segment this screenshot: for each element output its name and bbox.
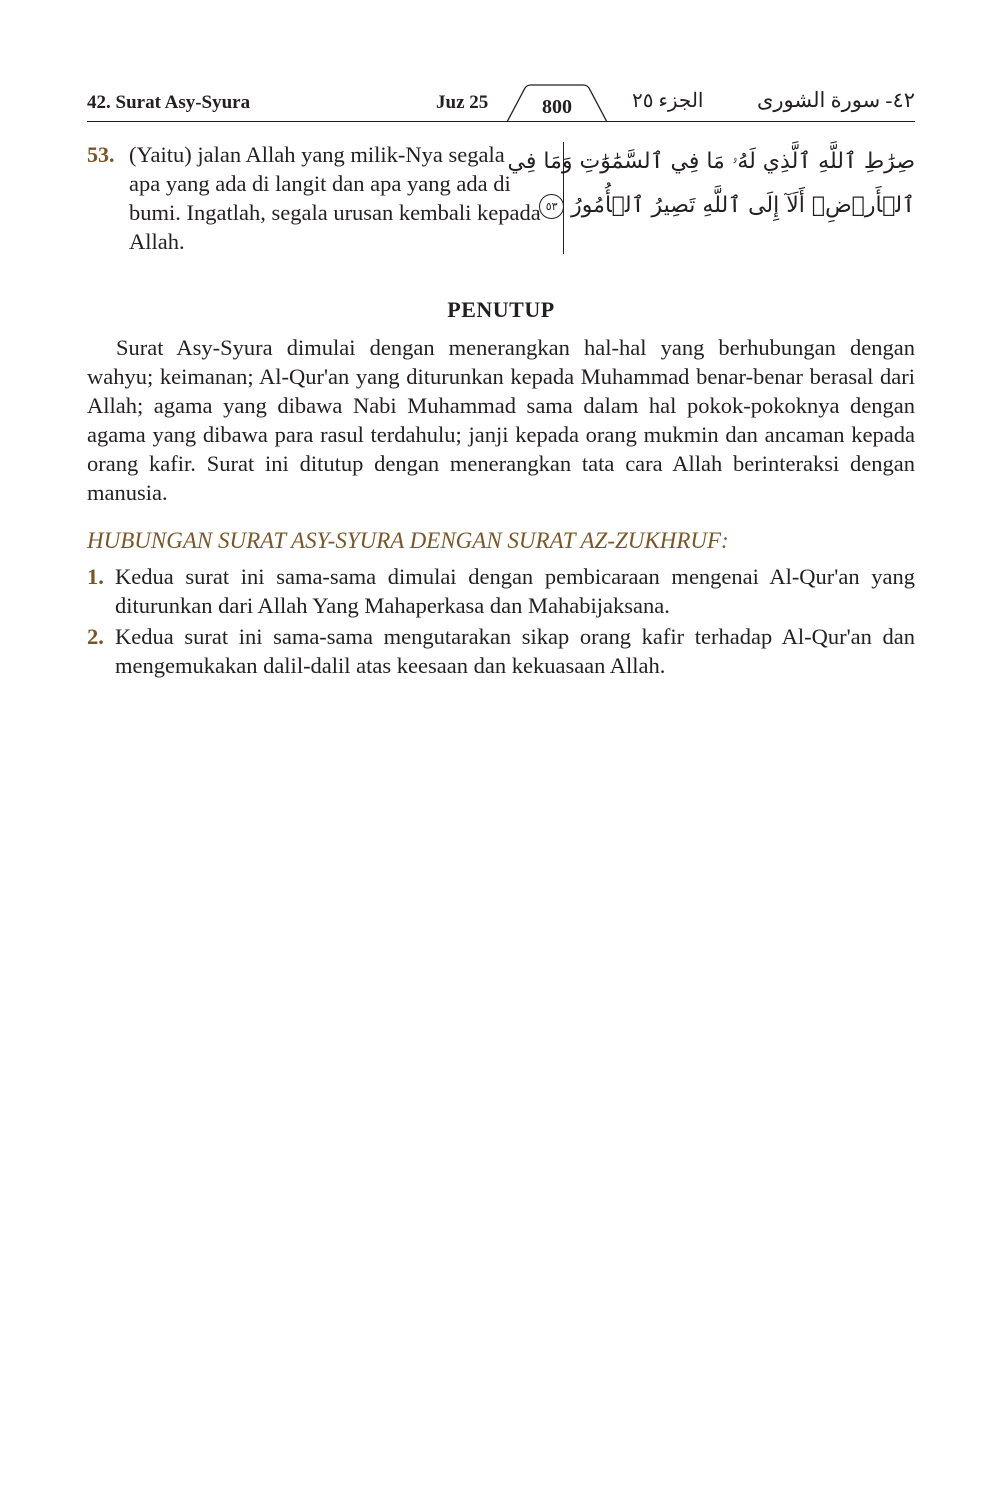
list-item-text: Kedua surat ini sama-sama dimulai dengan pembicaraan mengenai Al-Qur'an yang diturunkan dari Allah Yang Mahaperkasa dan Mahabijaksana. bbox=[115, 564, 915, 618]
verse-block bbox=[87, 140, 915, 256]
list-item bbox=[87, 622, 915, 680]
header-juz: Juz 25 bbox=[436, 92, 489, 113]
running-header bbox=[87, 84, 915, 124]
arabic-line-2-text: ٱلۡأَرۡضِۗ أَلَآ إِلَى ٱللَّهِ تَصِيرُ ٱلۡأُمُورُ bbox=[571, 193, 915, 218]
arabic-line-2 bbox=[545, 184, 915, 228]
closing-title: PENUTUP bbox=[447, 297, 555, 322]
relation-heading: HUBUNGAN SURAT ASY-SYURA DENGAN SURAT AZ-ZUKHRUF: bbox=[87, 528, 729, 553]
relation-list bbox=[87, 562, 915, 682]
header-juz-arabic: الجزء ٢٥ bbox=[632, 90, 704, 112]
header-surah-title: 42. Surat Asy-Syura bbox=[87, 92, 251, 113]
page bbox=[87, 0, 915, 1499]
list-item-number: 1. bbox=[87, 564, 104, 589]
ayah-marker: ٥٣ bbox=[539, 194, 564, 219]
arabic-line-1: صِرَٰطِ ٱللَّهِ ٱلَّذِي لَهُۥ مَا فِي ٱلسَّمَٰوَٰتِ وَمَا فِي bbox=[507, 149, 915, 174]
page-number: 800 bbox=[542, 96, 572, 118]
list-item bbox=[87, 562, 915, 620]
closing-paragraph: Surat Asy-Syura dimulai dengan menerangkan hal-hal yang berhubungan dengan wahyu; keimanan; Al-Qur'an yang diturunkan kepada Muhammad benar-benar berasal dari Allah; agama yang dibawa Nabi Muhammad sama dalam hal pokok-pokoknya dengan agama yang dibawa para rasul terdahulu; janji kepada orang mukmin dan ancaman kepada orang kafir. Surat ini ditutup dengan menerangkan tata cara Allah berinteraksi dengan manusia. bbox=[87, 335, 915, 505]
verse-number: 53. bbox=[87, 142, 115, 167]
verse-translation: (Yaitu) jalan Allah yang milik-Nya segala apa yang ada di langit dan apa yang ada di bumi. Ingatlah, segala urusan kembali kepada Allah. bbox=[129, 142, 541, 254]
header-rule bbox=[87, 121, 915, 122]
header-surah-arabic: ٤٢- سورة الشورى bbox=[756, 88, 915, 112]
verse-arabic bbox=[507, 140, 915, 228]
list-item-text: Kedua surat ini sama-sama mengutarakan sikap orang kafir terhadap Al-Qur'an dan mengemukakan dalil-dalil atas keesaan dan kekuasaan Allah. bbox=[115, 624, 915, 678]
list-item-number: 2. bbox=[87, 624, 104, 649]
